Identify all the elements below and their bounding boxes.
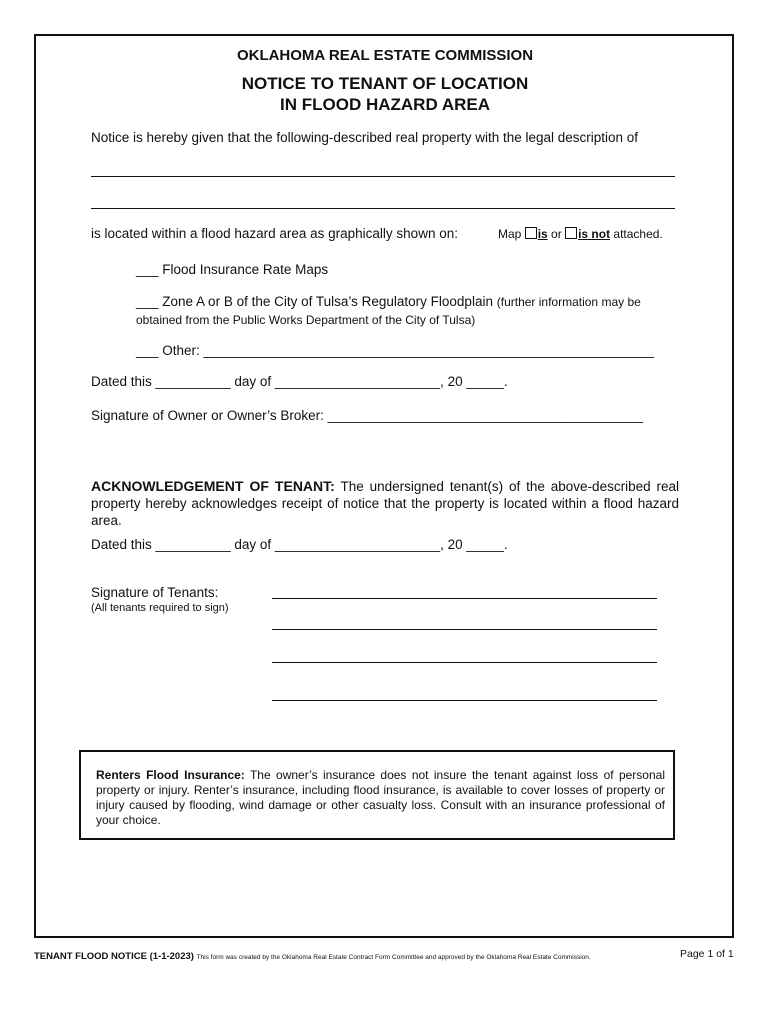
map-is-checkbox[interactable]: [525, 227, 537, 239]
legal-description-line-1[interactable]: [91, 176, 675, 177]
tenant-signature-line-3[interactable]: [272, 662, 657, 663]
renters-insurance-box: [79, 750, 675, 840]
legal-description-line-2[interactable]: [91, 208, 675, 209]
tenant-signature-line-2[interactable]: [272, 629, 657, 630]
commission-name: OKLAHOMA REAL ESTATE COMMISSION: [236, 47, 534, 64]
form-title-line1: NOTICE TO TENANT OF LOCATION: [241, 74, 529, 93]
form-title-line2: IN FLOOD HAZARD AREA: [280, 95, 490, 114]
tenant-signature-label: Signature of Tenants:: [91, 585, 219, 600]
notice-intro: Notice is hereby given that the following-described real property with the legal description of: [91, 130, 639, 145]
owner-signature-line[interactable]: Signature of Owner or Owner’s Broker: __________________________________________: [91, 408, 643, 423]
map-is-label: is: [537, 227, 548, 241]
located-statement: is located within a flood hazard area as graphically shown on:: [91, 226, 458, 241]
option-zone-main: ___ Zone A or B of the City of Tulsa’s Regulatory Floodplain: [136, 294, 493, 309]
map-attachment-choice: [498, 227, 663, 241]
map-label: Map: [498, 227, 522, 241]
tenant-signature-note: (All tenants required to sign): [91, 602, 229, 614]
option-other[interactable]: ___ Other: ____________________________________________________________: [136, 343, 655, 358]
acknowledgement-heading: ACKNOWLEDGEMENT OF TENANT:: [91, 478, 335, 494]
footer-fine-print: This form was created by the Oklahoma Real Estate Contract Form Committee and approved by the Oklahoma Real Estate Commission.: [196, 954, 591, 961]
map-attached-label: attached.: [613, 227, 663, 241]
tenant-signature-line-4[interactable]: [272, 700, 657, 701]
footer-form-id: TENANT FLOOD NOTICE (1-1-2023): [34, 951, 194, 962]
tenant-dated-line[interactable]: Dated this __________ day of ______________________, 20 _____.: [91, 537, 508, 552]
form-title: [0, 73, 770, 115]
map-or-label: or: [551, 227, 562, 241]
acknowledgement-text: The undersigned tenant(s) of the above-described real property hereby acknowledges receipt of notice that the property is located within a flood hazard area.: [91, 479, 679, 528]
option-zone-note-b: obtained from the Public Works Department of the City of Tulsa): [136, 313, 476, 327]
footer-form-id-block: [34, 951, 591, 962]
map-is-not-label: is not: [578, 227, 611, 241]
option-zone-note-a: (further information may be: [496, 295, 641, 309]
map-is-not-checkbox[interactable]: [565, 227, 577, 239]
page-number: Page 1 of 1: [680, 948, 734, 960]
renters-insurance-text: The owner’s insurance does not insure the tenant against loss of personal property or injury. Renter’s insurance, including flood insurance, is available to cover losses of property or injury caused by flooding, wind damage or other casualty loss. Consult with an insurance professional of your choice.: [96, 768, 665, 827]
owner-dated-line[interactable]: Dated this __________ day of ______________________, 20 _____.: [91, 374, 508, 389]
tenant-signature-line-1[interactable]: [272, 598, 657, 599]
acknowledgement-paragraph: [91, 478, 679, 529]
renters-insurance-heading: Renters Flood Insurance:: [96, 768, 245, 782]
option-flood-insurance-rate-maps[interactable]: ___ Flood Insurance Rate Maps: [136, 262, 329, 277]
option-zone-a-or-b[interactable]: [136, 294, 641, 309]
